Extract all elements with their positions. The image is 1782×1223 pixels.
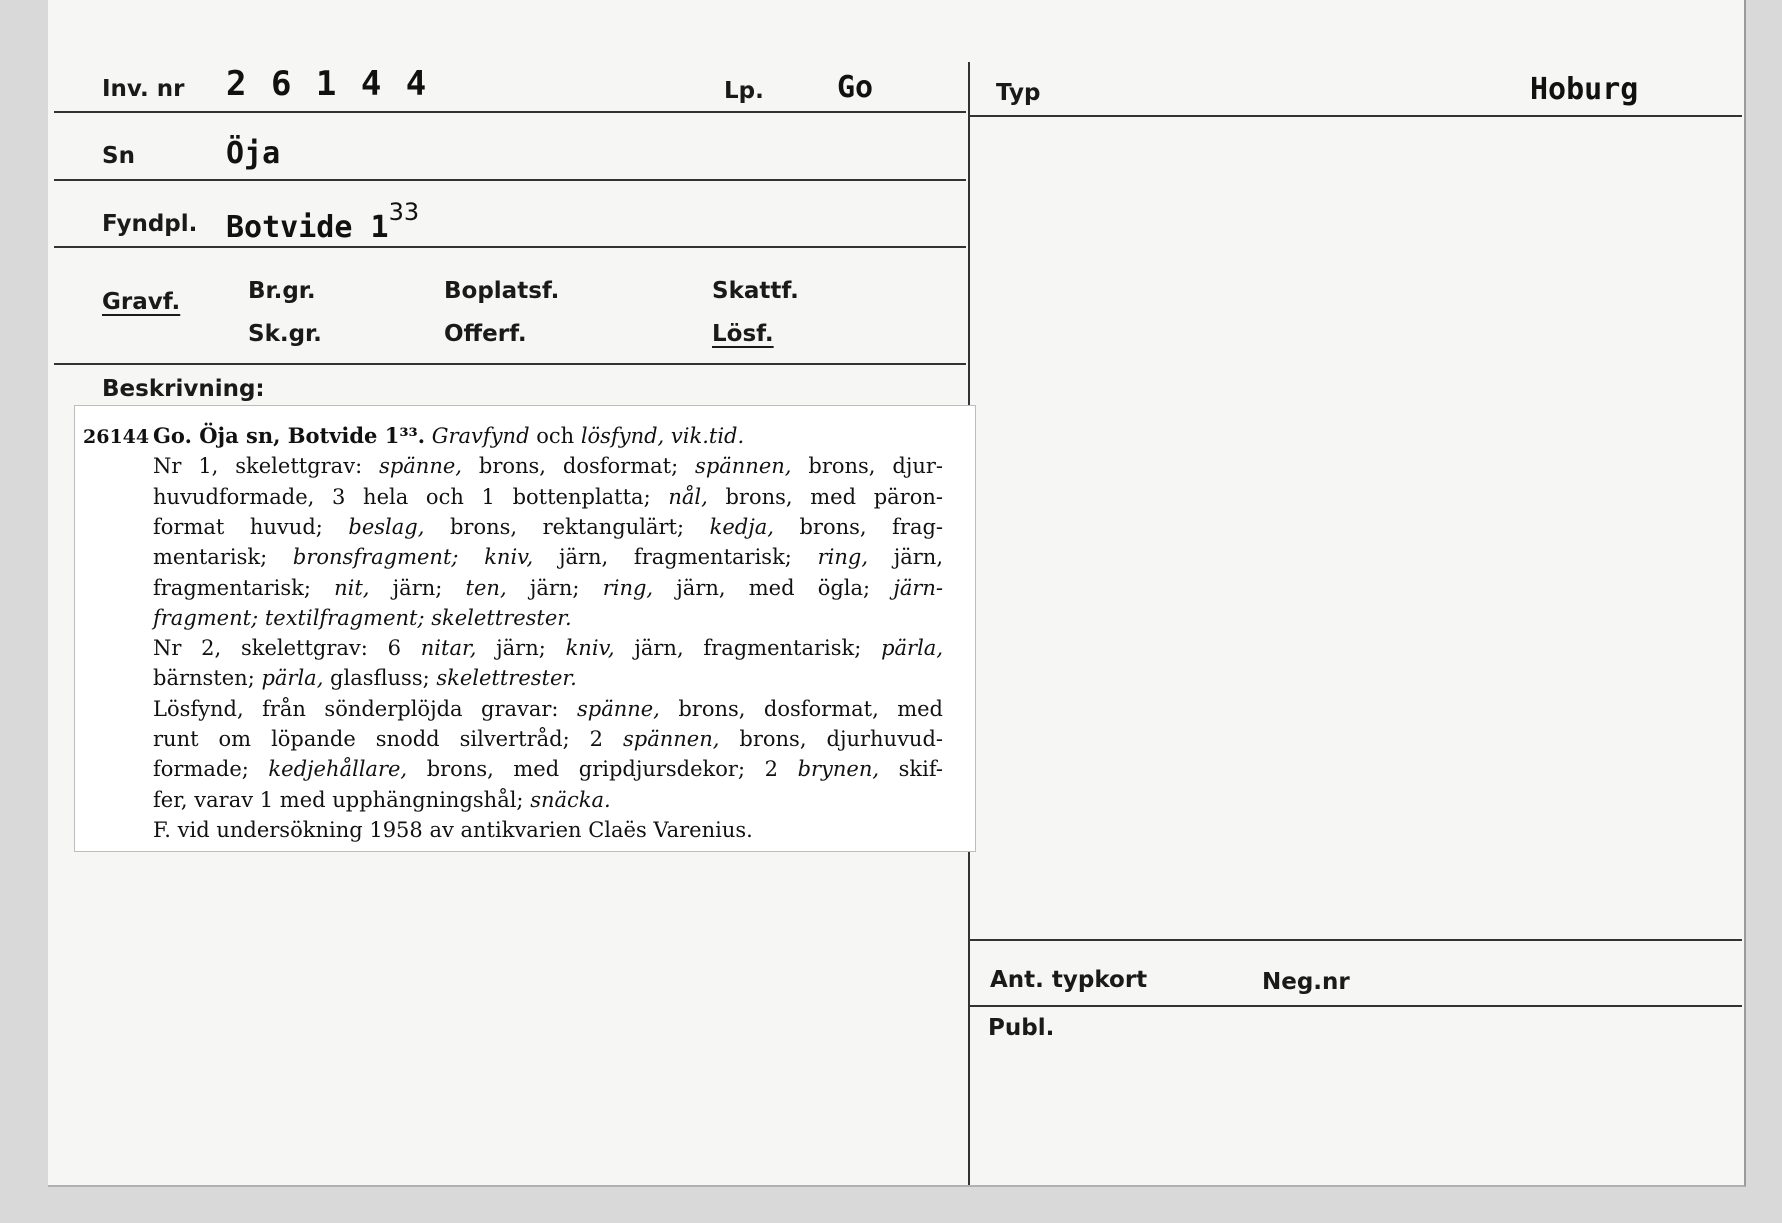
rule-row3 — [54, 246, 966, 248]
fyndpl-sup: 33 — [388, 198, 420, 226]
text-run: järn, fragmentarisk; — [614, 636, 882, 661]
description-line — [153, 451, 943, 481]
rule-footer1 — [970, 939, 1742, 941]
boplatsf-label: Boplatsf. — [444, 278, 560, 304]
italic-run: bronsfragment; kniv, — [292, 545, 534, 570]
rule-typ — [970, 115, 1742, 117]
description-line — [153, 754, 943, 784]
description-clipping — [74, 405, 976, 852]
description-line — [153, 573, 943, 603]
rule-row1 — [54, 111, 966, 113]
italic-run: lösfynd, vik.tid. — [580, 424, 745, 448]
description-line — [153, 724, 943, 754]
sn-value: Öja — [226, 136, 281, 171]
fyndpl-text: Botvide 1 — [226, 210, 389, 245]
italic-run: skelettrester. — [436, 666, 577, 691]
text-run: brons, frag- — [773, 514, 943, 539]
lp-value: Go — [837, 70, 874, 105]
rule-footer2 — [970, 1005, 1742, 1007]
italic-run: snäcka. — [530, 787, 611, 812]
italic-run: nål, — [668, 484, 708, 509]
description-line — [153, 512, 943, 542]
typ-value: Hoburg — [1530, 72, 1639, 107]
text-run: brons, med päron- — [707, 484, 943, 509]
fyndpl-label: Fyndpl. — [102, 211, 198, 237]
ant-typkort-label: Ant. typkort — [990, 967, 1148, 993]
italic-run: nitar, — [420, 636, 477, 661]
italic-run: pärla, — [881, 636, 944, 661]
description-line — [153, 603, 572, 633]
text-run: brons, djur- — [791, 454, 943, 479]
description-line — [153, 815, 753, 845]
italic-run: fragment; textilfragment; skelettrester. — [153, 605, 572, 630]
text-run — [425, 424, 432, 448]
text-run: glasfluss; — [323, 666, 437, 691]
text-run: F. vid undersökning 1958 av antikvarien Claës Varenius. — [153, 817, 753, 842]
lp-label: Lp. — [724, 78, 764, 104]
text-run: huvudformade, 3 hela och 1 bottenplatta; — [153, 484, 669, 509]
description-line — [153, 663, 577, 693]
text-run: brons, rektangulärt; — [424, 514, 710, 539]
italic-run: spänne, — [379, 454, 462, 479]
description-line — [153, 421, 744, 451]
bold-run: Go. Öja sn, Botvide 1³³. — [153, 423, 426, 448]
italic-run: järn- — [893, 575, 944, 600]
offerf-label: Offerf. — [444, 321, 527, 347]
description-line — [153, 542, 943, 572]
text-run: Lösfynd, från sönderplöjda gravar: — [153, 696, 577, 721]
italic-run: brynen, — [797, 757, 880, 782]
inv-nr-label: Inv. nr — [102, 76, 185, 102]
brgr-label: Br.gr. — [248, 278, 316, 304]
text-run: järn, med ögla; — [653, 575, 894, 600]
inv-nr-value: 2 6 1 4 4 — [226, 64, 429, 104]
description-line — [153, 694, 943, 724]
text-run: skif- — [879, 757, 943, 782]
text-run: formade; — [153, 757, 269, 782]
text-run: brons, dosformat; — [461, 454, 696, 479]
text-run: brons, med gripdjursdekor; 2 — [407, 757, 798, 782]
italic-run: ten, — [465, 575, 507, 600]
text-run: järn; — [476, 636, 566, 661]
italic-run: kniv, — [565, 636, 615, 661]
skgr-label: Sk.gr. — [248, 321, 322, 347]
neg-nr-label: Neg.nr — [1262, 969, 1350, 995]
typ-label: Typ — [996, 80, 1041, 106]
description-line — [153, 633, 943, 663]
italic-run: spänne, — [576, 696, 660, 721]
gravf-label: Gravf. — [102, 289, 181, 315]
sn-label: Sn — [102, 143, 135, 169]
text-run: järn, — [868, 545, 943, 570]
italic-run: kedja, — [709, 514, 774, 539]
text-run: format huvud; — [153, 514, 349, 539]
fyndpl-value — [226, 198, 420, 245]
text-run: fer, varav 1 med upphängningshål; — [153, 787, 531, 812]
italic-run: kedjehållare, — [268, 757, 408, 782]
italic-run: Gravfynd — [431, 424, 530, 448]
italic-run: ring, — [817, 545, 868, 570]
publ-label: Publ. — [988, 1015, 1055, 1041]
description-number: 26144 — [83, 426, 150, 448]
italic-run: spännen, — [623, 727, 720, 751]
text-run: och — [529, 424, 581, 448]
italic-run: nit, — [334, 575, 370, 600]
text-run: runt om löpande snodd silvertråd; 2 — [153, 727, 623, 751]
description-line — [153, 785, 611, 815]
text-run: brons, djurhuvud- — [719, 727, 943, 751]
skattf-label: Skattf. — [712, 278, 799, 304]
text-run: järn; — [506, 575, 603, 600]
italic-run: pärla, — [261, 666, 324, 691]
italic-run: beslag, — [348, 514, 425, 539]
text-run: Nr 2, skelettgrav: 6 — [153, 636, 421, 661]
beskrivning-label: Beskrivning: — [102, 376, 265, 402]
text-run: mentarisk; — [153, 545, 293, 570]
text-run: järn, fragmentarisk; — [533, 545, 818, 570]
text-run: järn; — [369, 575, 466, 600]
description-line — [153, 482, 943, 512]
rule-row2 — [54, 179, 966, 181]
italic-run: ring, — [602, 575, 654, 600]
text-run: bärnsten; — [153, 666, 262, 691]
text-run: fragmentarisk; — [153, 575, 335, 600]
rule-row4 — [54, 363, 966, 365]
losf-label: Lösf. — [712, 321, 774, 347]
italic-run: spännen, — [695, 454, 792, 479]
text-run: brons, dosformat, med — [659, 696, 943, 721]
text-run: Nr 1, skelettgrav: — [153, 454, 380, 479]
